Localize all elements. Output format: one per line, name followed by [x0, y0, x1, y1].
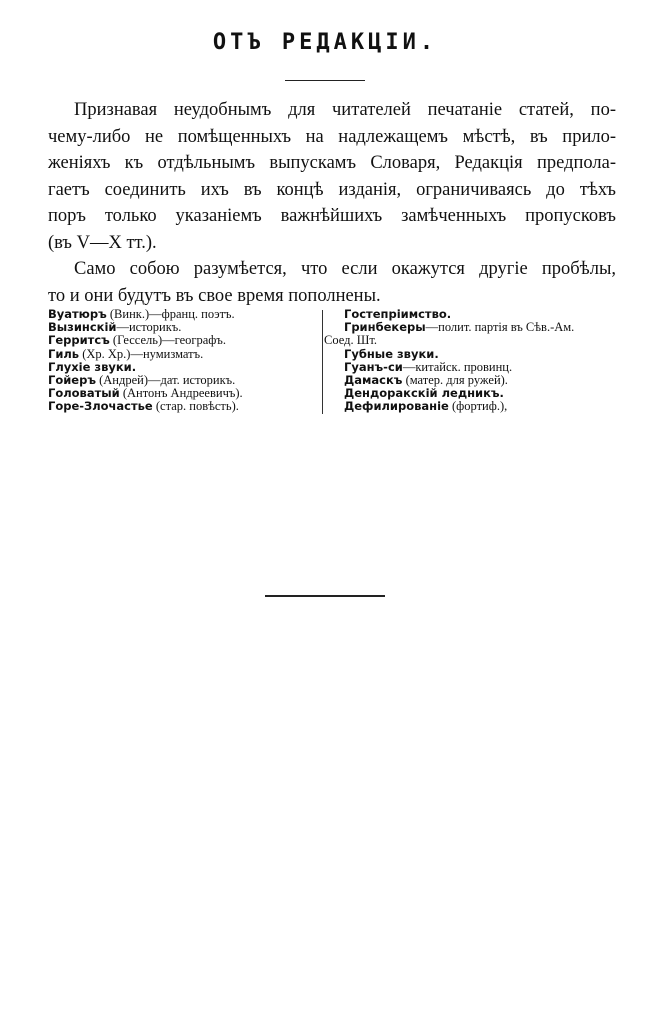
paragraph-line: женіяхъ къ отдѣльнымъ выпускамъ Словаря, Редакція предпола- [48, 153, 616, 173]
entry-term: Дендоракскій ледникъ. [344, 386, 504, 401]
entry-note: (Винк.)—франц. поэтъ. [106, 307, 235, 321]
paragraph-line: то и они будутъ въ свое время пополнены. [48, 285, 381, 306]
entry-note: (стар. повѣсть). [152, 399, 239, 414]
entry-note: —историкъ. [116, 320, 182, 335]
entry-term: Головатый [48, 386, 120, 401]
entry-term: Гуанъ-си [344, 359, 403, 374]
page-title: ОТЪ РЕДАКЦІИ. [212, 30, 438, 55]
paragraph-line: (въ V—X тт.). [48, 232, 157, 253]
entry-note: —китайск. провинц. [402, 359, 513, 374]
paragraph-line: Само собою разумѣется, что если окажутся другіе пробѣлы, [74, 259, 616, 279]
paragraph-line: чему-либо не помѣщенныхъ на надлежащемъ мѣстѣ, въ прило- [48, 126, 616, 147]
paragraph-line: поръ только указаніемъ важнѣйшихъ замѣченныхъ пропусковъ [48, 206, 616, 226]
entry-note: —полит. партія въ Сѣв.-Ам. [425, 320, 575, 335]
entry-note: (Хр. Хр.)—нумизматъ. [79, 346, 204, 361]
entry-term: Горе-Злочастье [48, 399, 153, 414]
entry-term: Губные звуки. [344, 346, 439, 361]
entry-note: (фортиф.), [448, 399, 508, 414]
paragraph-line: гаетъ соединить ихъ въ концѣ изданія, ограничиваясь до тѣхъ [48, 179, 616, 200]
title-divider [285, 80, 365, 81]
right-entry-list [324, 308, 574, 414]
column-divider [322, 310, 323, 414]
index-entry [48, 400, 243, 413]
entry-note: (Андрей)—дат. историкъ. [95, 373, 236, 388]
left-entry-list [48, 308, 243, 414]
entry-note: (матер. для ружей). [402, 373, 508, 388]
entry-term: Глухіе звуки. [48, 359, 137, 374]
index-entry [324, 400, 574, 413]
entry-term: Дефилированіе [344, 399, 449, 414]
entry-note: (Гессель)—географъ. [109, 333, 226, 348]
entry-term: Дамаскъ [344, 373, 403, 388]
entry-term: Вызинскій [48, 320, 117, 335]
entry-term: Герритсъ [48, 333, 110, 348]
entry-term: Гиль [48, 346, 80, 361]
entry-term: Гойеръ [48, 373, 96, 388]
entry-note: Соед. Шт. [324, 333, 377, 348]
editorial-paragraph-1 [48, 97, 616, 256]
entry-term: Гринбекеры [344, 320, 426, 335]
entry-term: Гостепріимство. [344, 307, 452, 321]
entry-term: Вуатюръ [48, 307, 107, 321]
editorial-paragraph-2 [48, 256, 616, 309]
paragraph-line: Признавая неудобнымъ для читателей печатаніе статей, по- [74, 100, 616, 120]
entry-note: (Антонъ Андреевичъ). [119, 386, 243, 401]
bottom-divider [265, 595, 385, 597]
